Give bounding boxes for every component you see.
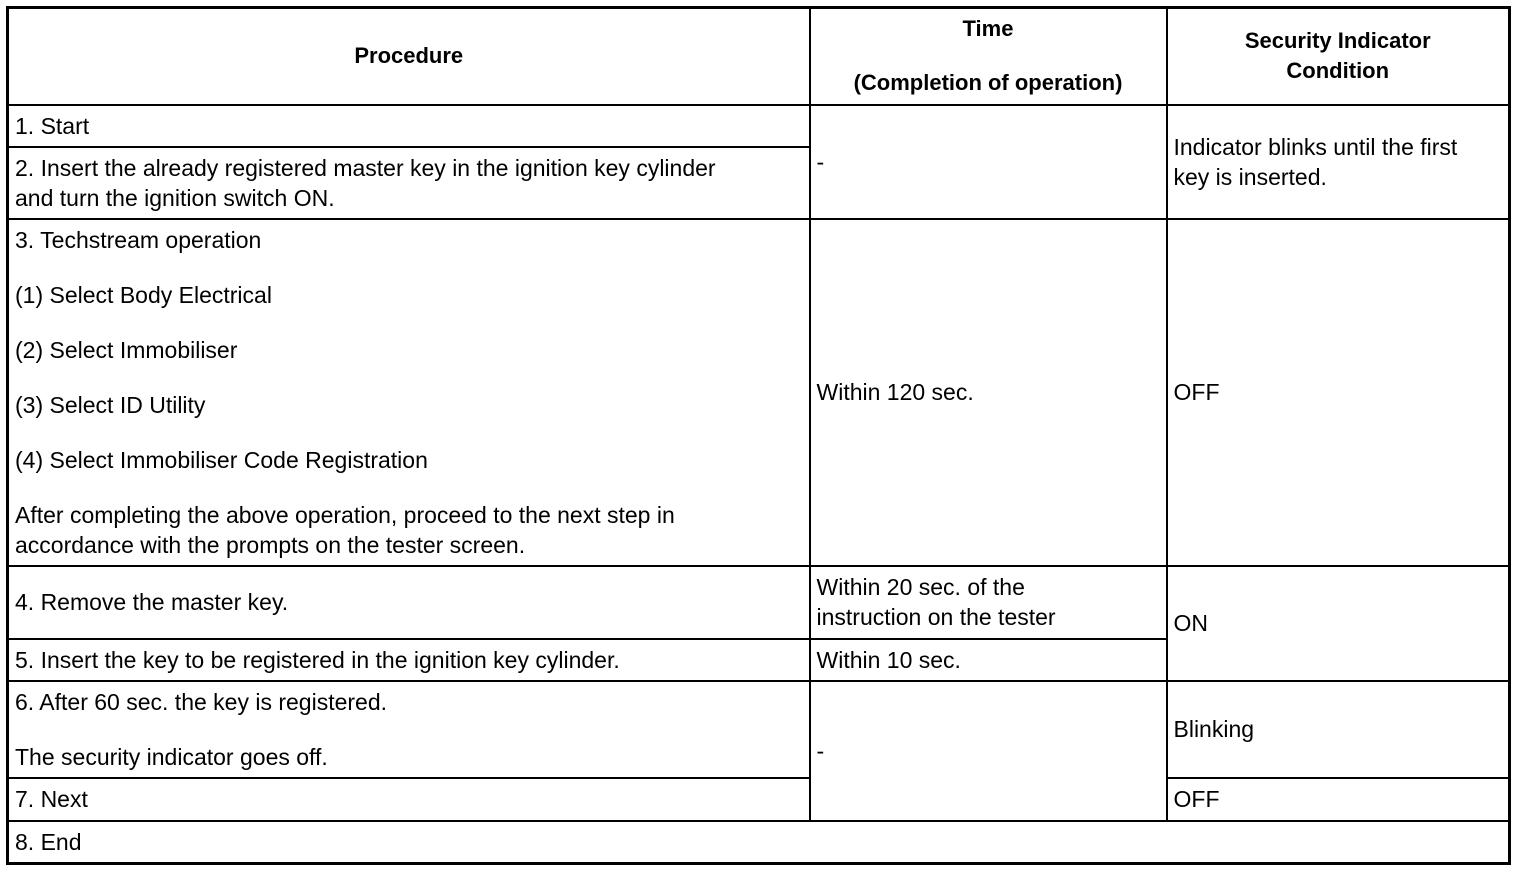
step-5-time: Within 10 sec. <box>816 646 961 673</box>
step-3-note-line2: accordance with the prompts on the tester screen. <box>15 531 526 558</box>
step-4-text: 4. Remove the master key. <box>15 589 289 615</box>
step-6-indicator: Blinking <box>1173 716 1255 742</box>
step-6-line1: 6. After 60 sec. the key is registered. <box>15 688 388 715</box>
step-4-5-indicator: ON <box>1173 610 1208 636</box>
indicator-cell <box>1167 105 1510 219</box>
table-row <box>8 821 1510 864</box>
header-indicator <box>1167 8 1510 105</box>
step-4-time-line1: Within 20 sec. of the <box>816 574 1025 600</box>
step-8-text: 8. End <box>15 828 82 855</box>
header-indicator-line1: Security Indicator <box>1244 28 1431 54</box>
procedure-table <box>6 6 1511 865</box>
table-row <box>8 105 1510 147</box>
table-row <box>8 778 1510 821</box>
header-time <box>810 8 1167 105</box>
step-5-text: 5. Insert the key to be registered in the ignition key cylinder. <box>15 646 620 673</box>
header-time-line1: Time <box>962 16 1014 42</box>
indicator-cell <box>1167 681 1510 778</box>
step-3-sub-2: (2) Select Immobiliser <box>15 336 238 363</box>
header-procedure <box>8 8 810 105</box>
procedure-cell <box>8 105 810 147</box>
step-6-line2: The security indicator goes off. <box>15 743 328 770</box>
step-6-7-time: - <box>816 737 825 764</box>
step-7-text: 7. Next <box>15 786 88 812</box>
procedure-cell <box>8 681 810 778</box>
step-3-time: Within 120 sec. <box>816 379 974 405</box>
step-3-sub-3: (3) Select ID Utility <box>15 391 206 418</box>
time-cell <box>810 639 1167 681</box>
time-cell <box>810 219 1167 566</box>
procedure-cell <box>8 821 1510 864</box>
indicator-cell <box>1167 566 1510 681</box>
procedure-cell <box>8 778 810 821</box>
indicator-cell <box>1167 219 1510 566</box>
step-2-line2: and turn the ignition switch ON. <box>15 184 335 211</box>
table-row <box>8 681 1510 778</box>
step-3-sub-1: (1) Select Body Electrical <box>15 281 272 308</box>
time-cell <box>810 105 1167 219</box>
indicator-text-line2: key is inserted. <box>1173 163 1327 190</box>
step-7-indicator: OFF <box>1173 786 1220 812</box>
procedure-cell <box>8 147 810 219</box>
step-1-text: 1. Start <box>15 112 90 139</box>
step-4-time-line2: instruction on the tester <box>816 604 1056 630</box>
header-row <box>8 8 1510 105</box>
time-cell <box>810 681 1167 821</box>
time-dash: - <box>816 148 825 175</box>
header-indicator-line2: Condition <box>1286 58 1390 84</box>
header-time-line2: (Completion of operation) <box>853 70 1123 96</box>
table-row <box>8 566 1510 639</box>
procedure-cell <box>8 639 810 681</box>
step-3-note-line1: After completing the above operation, proceed to the next step in <box>15 501 675 528</box>
procedure-cell <box>8 566 810 639</box>
time-cell <box>810 566 1167 639</box>
table-row <box>8 219 1510 566</box>
step-3-indicator: OFF <box>1173 379 1220 405</box>
step-3-sub-4: (4) Select Immobiliser Code Registration <box>15 446 428 473</box>
procedure-cell <box>8 219 810 566</box>
header-procedure-label: Procedure <box>354 43 464 69</box>
step-2-line1: 2. Insert the already registered master key in the ignition key cylinder <box>15 154 716 181</box>
step-3-title: 3. Techstream operation <box>15 226 262 253</box>
indicator-cell <box>1167 778 1510 821</box>
indicator-text-line1: Indicator blinks until the first <box>1173 133 1458 160</box>
